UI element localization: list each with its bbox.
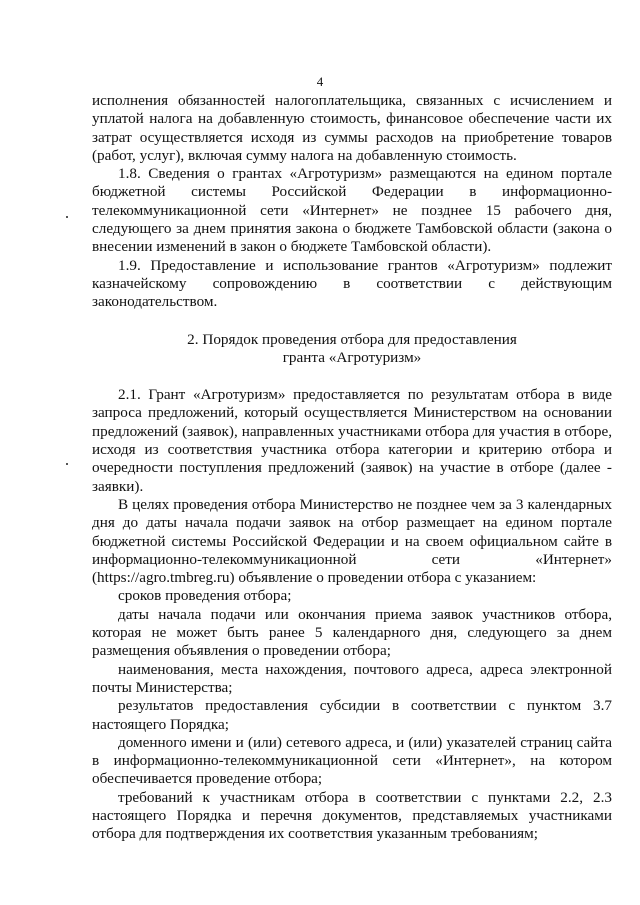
paragraph-announcement: В целях проведения отбора Министерство не позднее чем за 3 календарных дня до даты начала подачи заявок на отбор размещает на едином портале бюджетной системы Российской Федерации и на своем официальном сайте в информационно-телекоммуникационной сети «Интернет» (https://agro.tmbreg.ru) объявление о проведении отбора с указанием: (92, 495, 612, 587)
list-item: даты начала подачи или окончания приема заявок участников отбора, которая не может быть ранее 5 календарного дня, следующего за днем размещения объявления о проведении отбора; (92, 605, 612, 660)
section-heading (92, 331, 612, 368)
document-body (92, 92, 612, 844)
paragraph-continuation: исполнения обязанностей налогоплательщика, связанных с исчислением и уплатой налога на добавленную стоимость, финансовое обеспечение части их затрат осуществляется исходя из суммы расходов на приобретение товаров (работ, услуг), включая сумму налога на добавленную стоимость. (92, 92, 612, 164)
section-heading-line-1: 2. Порядок проведения отбора для предоставления (187, 330, 517, 348)
margin-mark (66, 463, 68, 465)
page-number: 4 (316, 74, 324, 89)
list-item: наименования, места нахождения, почтового адреса, адреса электронной почты Министерства; (92, 660, 612, 696)
list-item: сроков проведения отбора; (118, 587, 292, 605)
list-item: результатов предоставления субсидии в соответствии с пунктом 3.7 настоящего Порядка; (92, 697, 612, 733)
paragraph-2-1: 2.1. Грант «Агротуризм» предоставляется по результатам отбора в виде запроса предложений, который осуществляется Министерством на основании предложений (заявок), направленных участниками отбора для участия в отборе, исходя из соответствия участника отбора категории и критерию отбора и очередности поступления предложений (заявок) на участие в отборе (далее - заявки). (92, 386, 612, 495)
margin-mark (66, 216, 68, 218)
paragraph-1-8: 1.8. Сведения о грантах «Агротуризм» размещаются на едином портале бюджетной системы Российской Федерации в информационно-телекоммуникационной сети «Интернет» не позднее 15 рабочего дня, следующего за днем принятия закона о бюджете Тамбовской области (закона о внесении изменений в закон о бюджете Тамбовской области). (92, 165, 612, 256)
paragraph-1-9: 1.9. Предоставление и использование грантов «Агротуризм» подлежит казначейскому сопровождению в соответствии с действующим законодательством. (92, 256, 612, 311)
list-item: доменного имени и (или) сетевого адреса, и (или) указателей страниц сайта в информационно-телекоммуникационной сети «Интернет», на котором обеспечивается проведение отбора; (92, 733, 612, 788)
section-heading-line-2: гранта «Агротуризм» (282, 348, 422, 366)
list-item: требований к участникам отбора в соответствии с пунктами 2.2, 2.3 настоящего Порядка и перечня документов, представляемых участниками отбора для подтверждения их соответствия указанным требованиям; (92, 788, 612, 843)
